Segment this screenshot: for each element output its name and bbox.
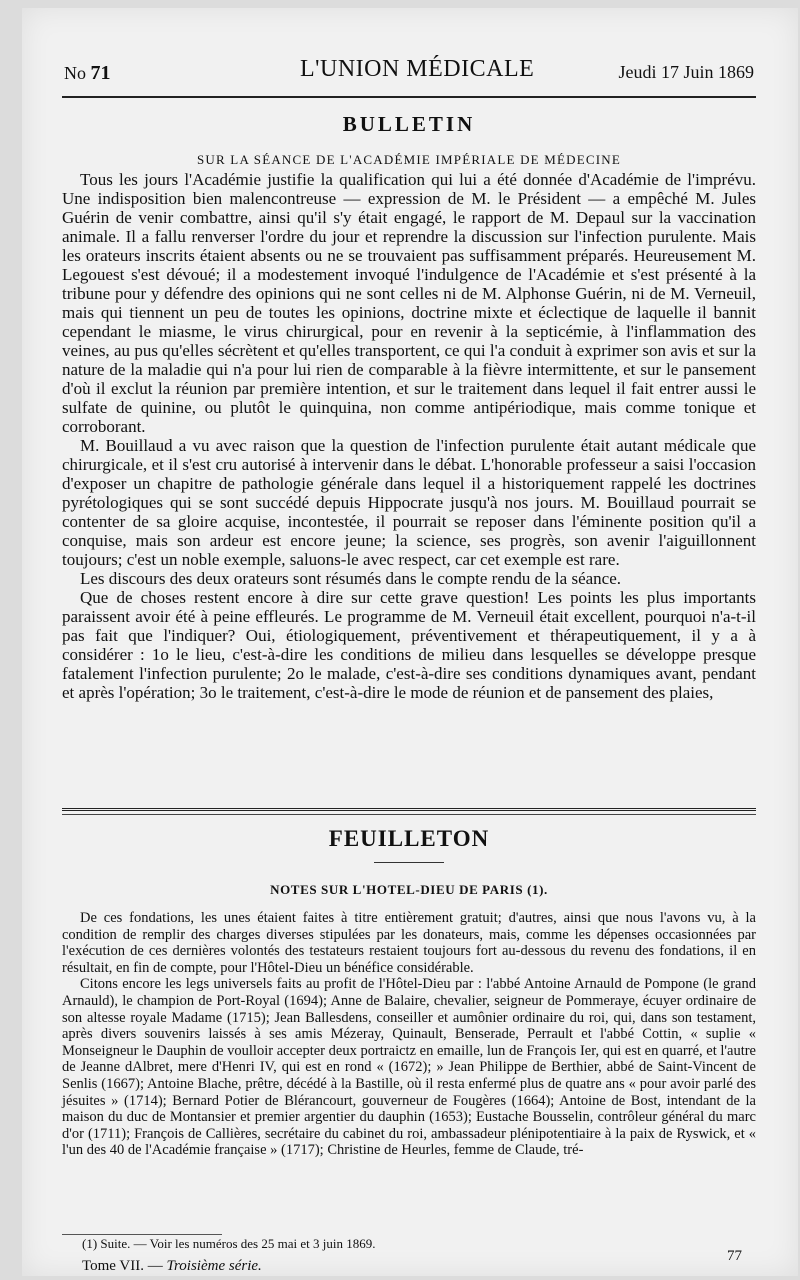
- issue-date: Jeudi 17 Juin 1869: [618, 62, 754, 82]
- footnote-rule: [62, 1234, 222, 1235]
- bulletin-paragraph: M. Bouillaud a vu avec raison que la question de l'infection purulente était autant médicale que chirurgicale, et il s'est cru autorisé à intervenir dans le débat. L'honorable professeur a saisi l'occasion d'exposer un chapitre de pathologie générale dans lequel il a historiquement rappelé les doctrines pyrétologiques qui se sont succédé depuis Hippocrate jusqu'à nos jours. M. Bouillaud pourrait se contenter de sa gloire acquise, incontestée, il pourrait se reposer dans l'éminente position qu'il a conquise, mais son ardeur est encore jeune; la science, ses progrès, son avenir l'aiguillonnent toujours; c'est un noble exemple, saluons-le avec respect, car cet exemple est rare.: [62, 436, 756, 569]
- bulletin-subtitle: SUR LA SÉANCE DE L'ACADÉMIE IMPÉRIALE DE MÉDECINE: [196, 152, 622, 167]
- feuilleton-title: FEUILLETON: [328, 826, 490, 851]
- page-number: 77: [727, 1248, 742, 1264]
- newspaper-page: [22, 8, 798, 1276]
- issue-number: [64, 62, 111, 85]
- bulletin-paragraph: Tous les jours l'Académie justifie la qualification qui lui a été donnée d'Académie de l'imprévu. Une indisposition bien malencontreuse — expression de M. le Président — a empêché M. Jules Guérin de venir combattre, ainsi qu'il s'y était engagé, le rapport de M. Depaul sur la vaccination animale. Il a fallu renverser l'ordre du jour et reprendre la discussion sur l'infection purulente. Mais les orateurs inscrits étaient absents ou ne se trouvaient pas suffisamment préparés. Heureusement M. Legouest s'est dévoué; il a modestement invoqué l'indulgence de l'Académie et s'est présenté à la tribune pour y défendre des opinions qui ne sont celles ni de M. Alphonse Guérin, ni de M. Verneuil, mais qui tiennent un peu de toutes les opinions, doctrine mixte et éclectique de laquelle il bannit cependant le miasme, le virus chirurgical, pour en revenir à la septicémie, à l'inflammation des veines, au pus qu'elles sécrètent et qu'elles transportent, ce qui l'a conduit à exprimer son avis et sur la nature de la maladie qui n'a pour lui rien de comparable à la fièvre intermittente, et sur le pansement d'où il exclut la réunion par première intention, et sur le traitement dans lequel il fait entrer aussi le sulfate de quinine, ou plutôt le quinquina, non comme antipériodique, mais comme tonique et corroborant.: [62, 170, 756, 436]
- issue-number-prefix: No: [64, 63, 86, 83]
- feuilleton-subtitle: NOTES SUR L'HOTEL-DIEU DE PARIS (1).: [270, 882, 548, 897]
- header-rule: [62, 96, 756, 98]
- page-header: [64, 56, 754, 92]
- bulletin-paragraph: Que de choses restent encore à dire sur cette grave question! Les points les plus importants paraissent avoir été à peine effleurés. Le programme de M. Verneuil était excellent, pourquoi n'a-t-il pas fait que l'indiquer? Oui, étiologiquement, préventivement et thérapeutiquement, il y a à considérer : 1o le lieu, c'est-à-dire les conditions de milieu dans lesquelles se développe presque fatalement l'infection purulente; 2o le malade, c'est-à-dire ses conditions dynamiques avant, pendant et après l'opération; 3o le traitement, c'est-à-dire le mode de réunion et de pansement des plaies,: [62, 588, 756, 702]
- issue-number-value: 71: [90, 62, 111, 84]
- footnote: (1) Suite. — Voir les numéros des 25 mai et 3 juin 1869.: [82, 1236, 376, 1251]
- feuilleton-paragraph: De ces fondations, les unes étaient faites à titre entièrement gratuit; d'autres, ainsi que nous l'avons vu, à la condition de remplir des charges diverses stipulées par les donateurs, mais, comme les dépenses occasionnées par l'exécution de ces dernières volontés des testateurs restaient toujours fort au-dessous du revenu des fondations, il en résultait, en fin de compte, pour l'Hôtel-Dieu un bénéfice considérable.: [62, 910, 756, 976]
- page-footer: [82, 1248, 742, 1280]
- bulletin-title: BULLETIN: [342, 112, 476, 136]
- feuilleton-body: [62, 910, 756, 1159]
- tome-label: [82, 1258, 262, 1275]
- tome-number: Tome VII. —: [82, 1258, 163, 1274]
- bulletin-body: [62, 170, 756, 702]
- feuilleton-paragraph: Citons encore les legs universels faits au profit de l'Hôtel-Dieu par : l'abbé Antoine Arnauld de Pompone (le grand Arnauld), le champion de Port-Royal (1694); Anne de Balaire, chevalier, seigneur de Pommeraye, écuyer ordinaire de son altesse royale Madame (1715); Jean Ballesdens, conseiller et aumônier ordinaire du roi, qui, dans son testament, après divers souvenirs laissés à ses amis Mézeray, Quinault, Benserade, Perrault et l'abbé Cottin, « suplie « Monseigneur le Dauphin de voulloir accepter deux portraictz en emaille, lun de François Ier, qui est en quarré, et l'autre de Jeanne dAlbret, mere d'Henri IV, qui est en rond « (1672); » Jean Philippe de Berthier, abbé de Saint-Vincent de Senlis (1667); Antoine Blache, prêtre, décédé à la Bastille, où il resta enfermé plus de quatre ans « pour avoir parlé des jésuites » (1714); Bernard Potier de Blérancourt, gouverneur de Fougères (1664); Antoine de Bost, intendant de la maison du duc de Montansier et premier argentier du dauphin (1653); Eustache Bousselin, contrôleur général du marc d'or (1711); François de Callières, secrétaire du cabinet du roi, ambassadeur plénipotentiaire à la paix de Ryswick, et « l'un des 40 de l'Académie française » (1717); Christine de Heurles, femme de Claude, tré-: [62, 976, 756, 1159]
- feuilleton-separator-thin: [62, 814, 756, 815]
- feuilleton-title-rule: [374, 862, 444, 863]
- bulletin-paragraph: Les discours des deux orateurs sont résumés dans le compte rendu de la séance.: [80, 569, 621, 588]
- series-label: Troisième série.: [166, 1258, 262, 1274]
- journal-title: L'UNION MÉDICALE: [300, 56, 535, 82]
